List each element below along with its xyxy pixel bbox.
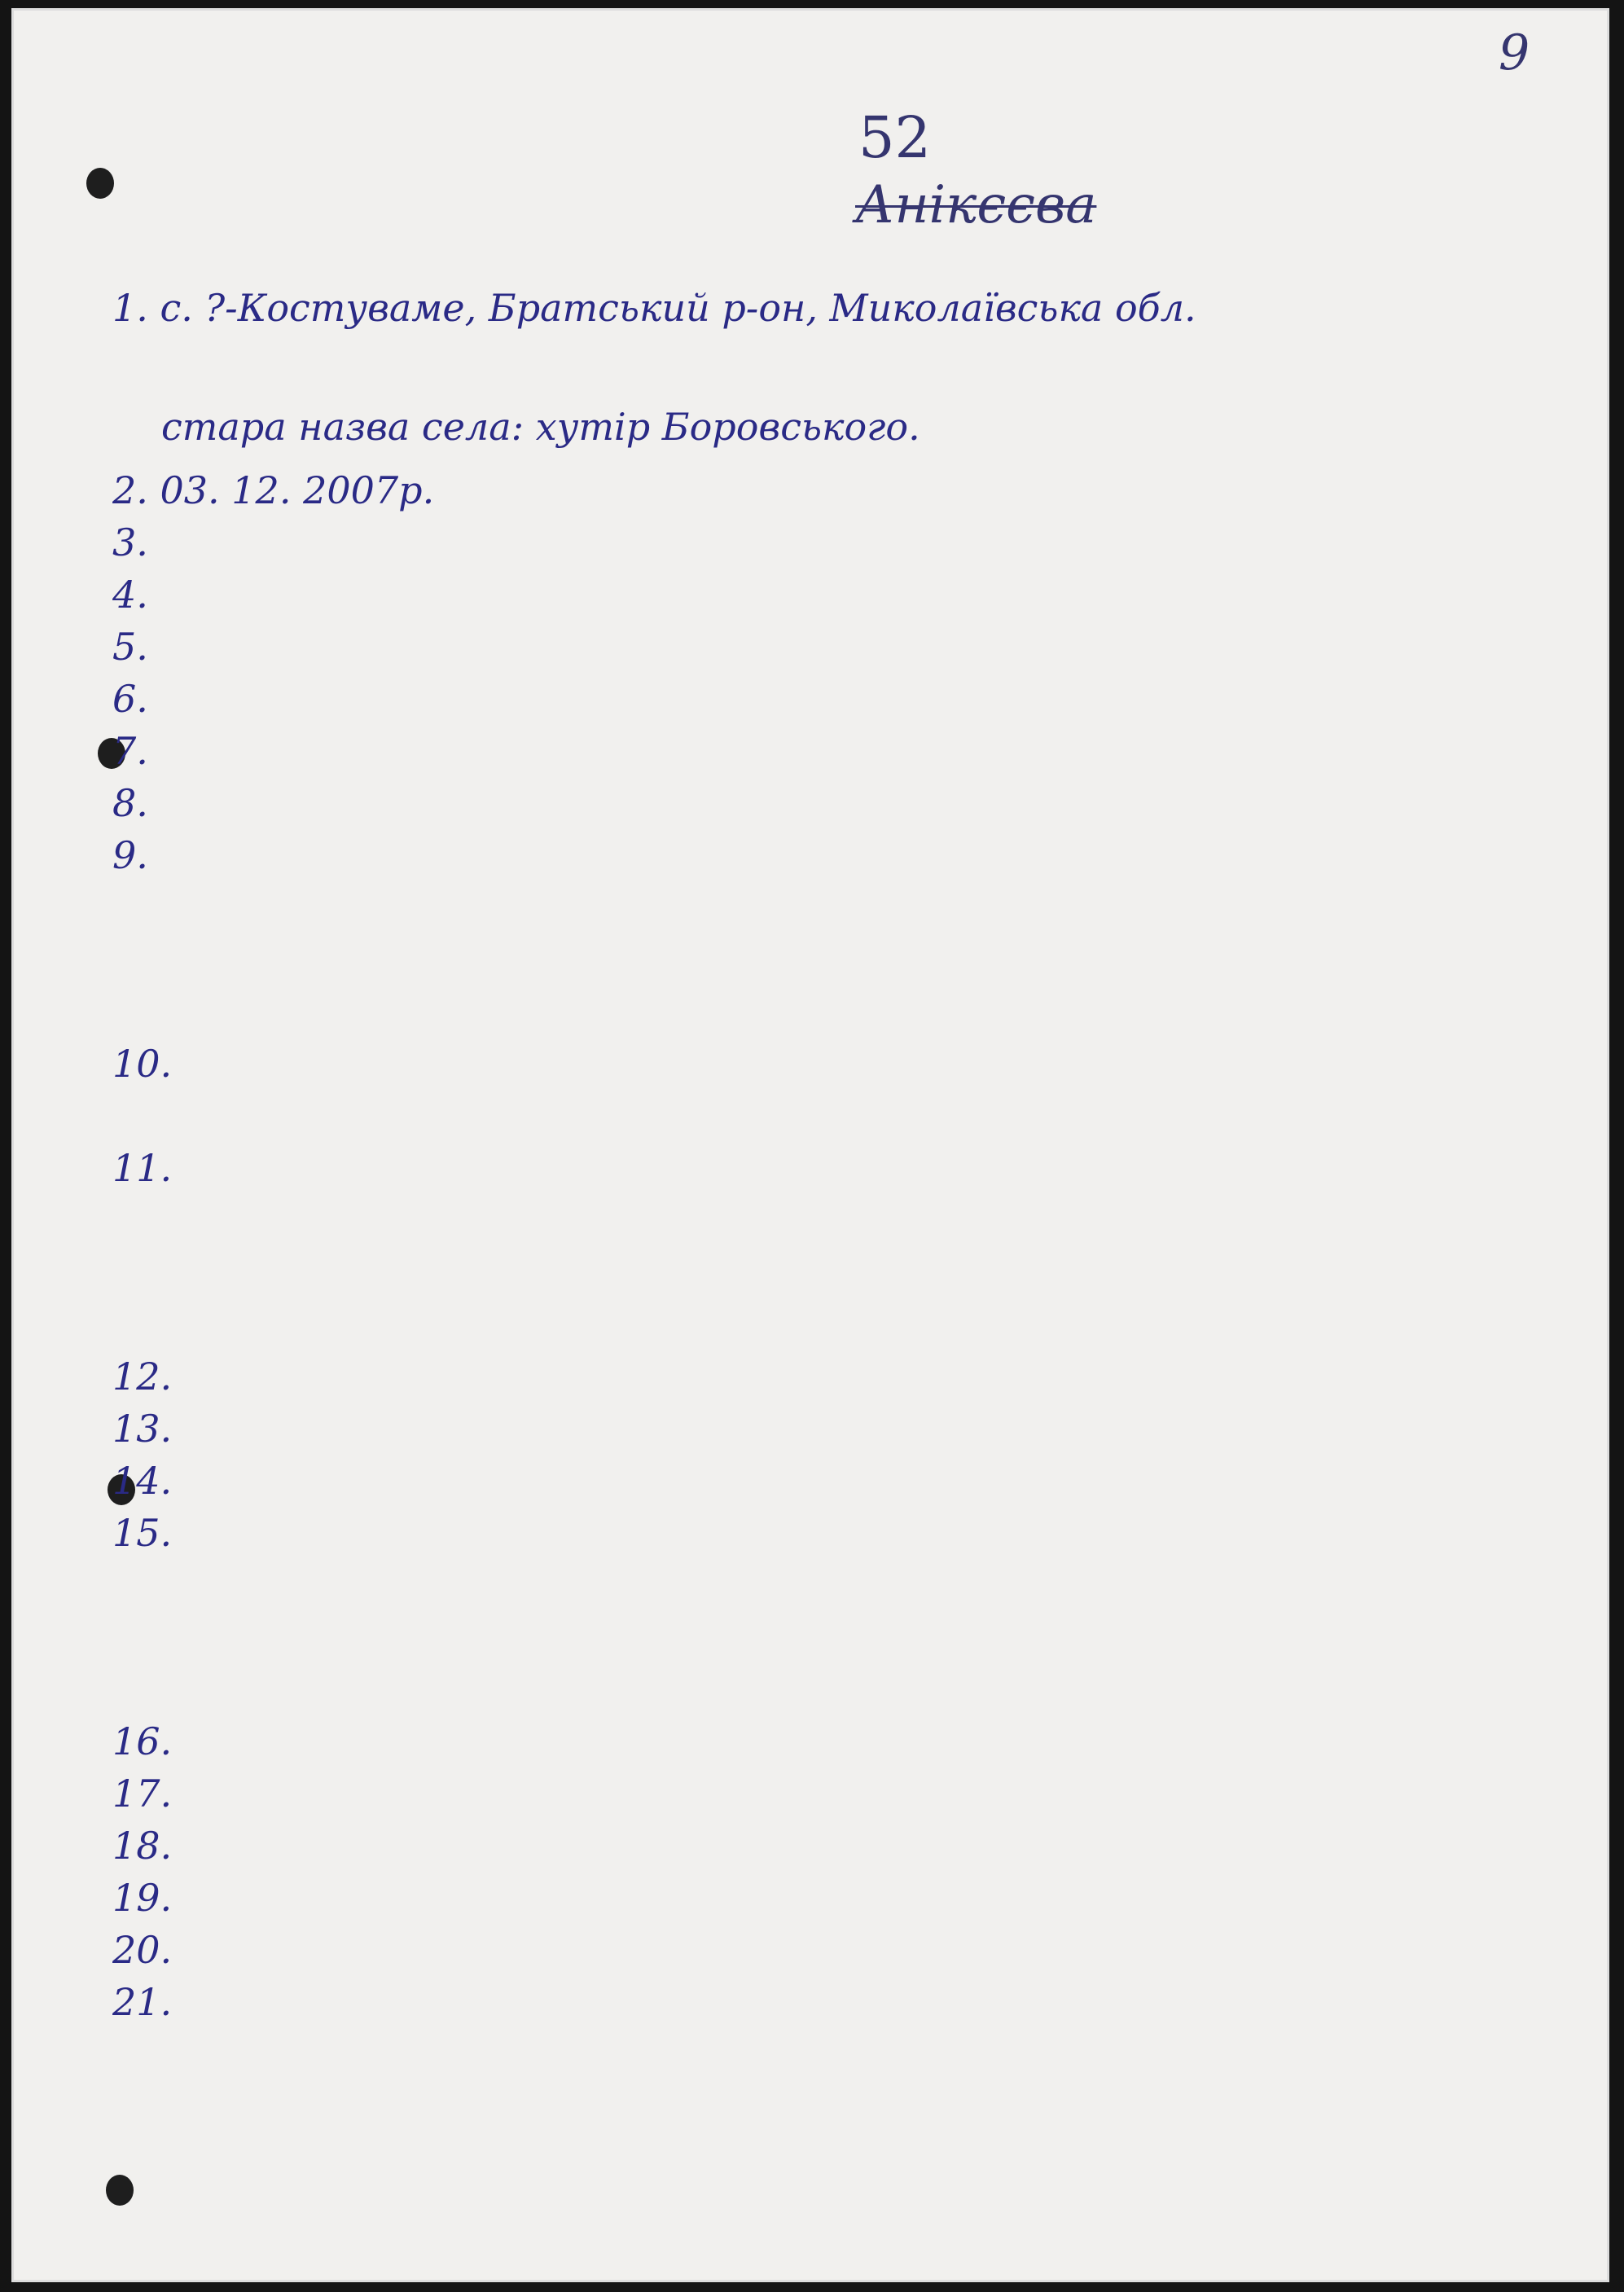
answer-line <box>112 1663 1595 1715</box>
answer-line: 19. <box>112 1876 173 1920</box>
handwritten-answers <box>112 269 1595 2028</box>
answer-line: 18. <box>112 1824 173 1868</box>
respondent-surname: Анікєєва <box>855 175 1097 235</box>
answer-line <box>112 881 1595 933</box>
answer-line: 2. 03. 12. 2007р. <box>112 468 435 512</box>
answer-line: 13. <box>112 1407 173 1451</box>
punch-hole <box>86 168 114 199</box>
answer-line: 7. <box>112 729 148 773</box>
answer-line: 14. <box>112 1459 173 1503</box>
document-page <box>11 8 1609 2282</box>
answer-line: 21. <box>112 1980 173 2024</box>
answer-line: 12. <box>112 1355 173 1398</box>
answer-line: 20. <box>112 1928 173 1972</box>
answer-line <box>112 1090 1595 1142</box>
answer-line: 9. <box>112 833 148 877</box>
answer-line: 10. <box>112 1042 173 1086</box>
answer-line: 1. с. ?-Костуваме, Братський р-он, Миколаївська обл. <box>112 286 1196 330</box>
answer-line <box>112 1246 1595 1298</box>
punch-hole <box>106 2175 134 2206</box>
answer-line: 4. <box>112 573 148 617</box>
answer-line: 11. <box>112 1146 173 1190</box>
answer-line: стара назва села: хутір Боровського. <box>161 405 920 449</box>
answer-line <box>112 933 1595 986</box>
answer-line: 8. <box>112 781 148 825</box>
answer-line <box>112 1298 1595 1350</box>
answer-line: 15. <box>112 1511 173 1555</box>
answer-line <box>112 1194 1595 1246</box>
answer-line: 3. <box>112 520 148 564</box>
answer-line <box>112 986 1595 1038</box>
answer-line: 5. <box>112 625 148 669</box>
page-number: 9 <box>1499 24 1530 81</box>
answer-line: 6. <box>112 677 148 721</box>
answer-line: 16. <box>112 1719 173 1763</box>
answer-line: 17. <box>112 1772 173 1816</box>
answer-line <box>112 1611 1595 1663</box>
answer-line <box>112 1559 1595 1611</box>
reference-number: 52 <box>858 104 932 171</box>
